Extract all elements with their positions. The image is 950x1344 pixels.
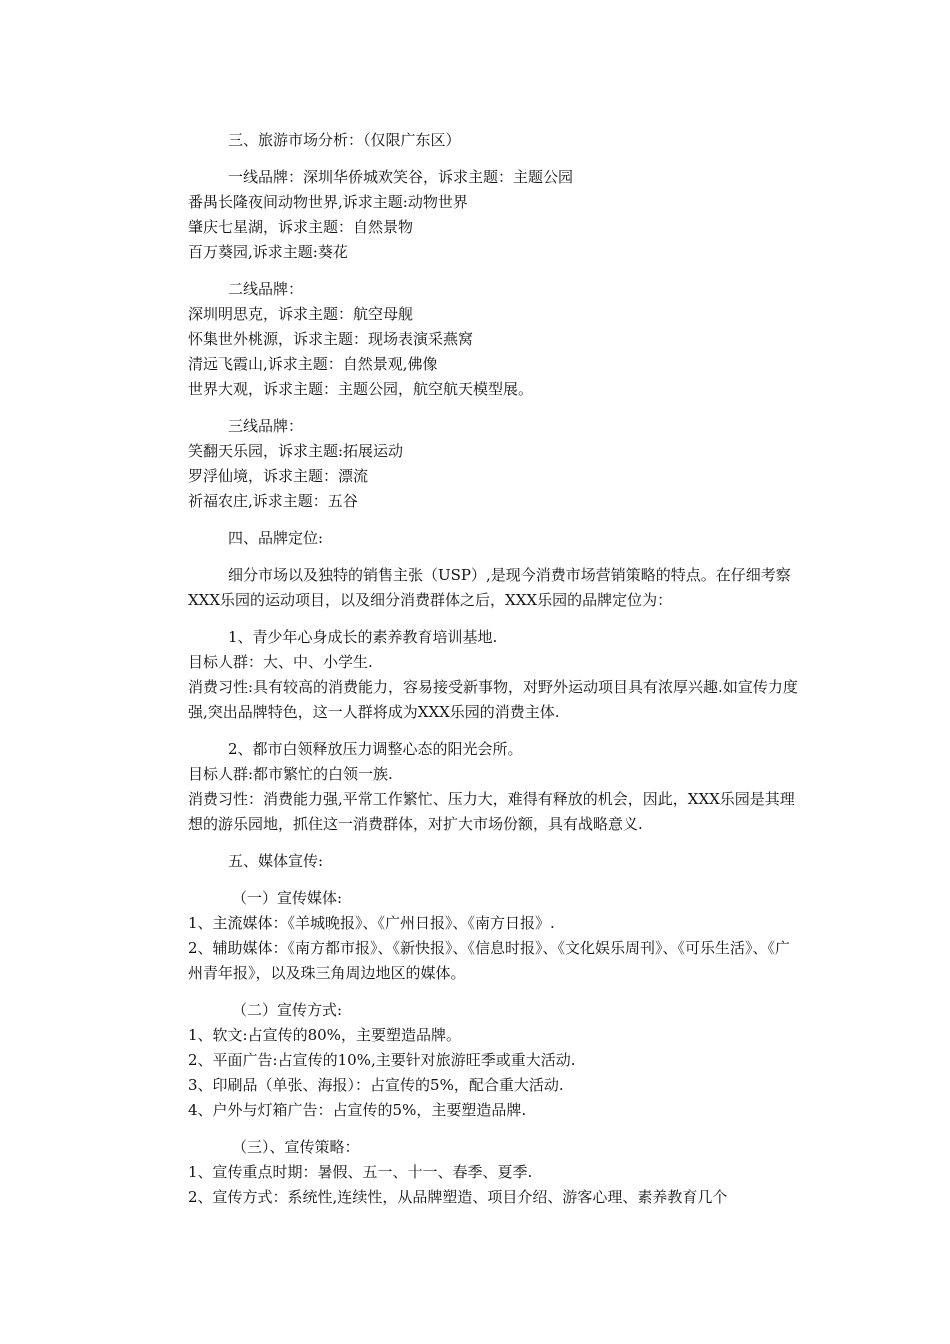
tier2-item: 世界大观，诉求主题：主题公园，航空航天模型展。 [188,380,534,398]
positioning-2-target: 目标人群:都市繁忙的白领一族. [188,765,393,783]
positioning-1-target: 目标人群：大、中、小学生. [188,653,373,671]
tier3-item: 罗浮仙境，诉求主题：漂流 [188,467,369,485]
heading-media-promotion: 五、媒体宣传: [228,852,324,870]
tier2-title: 二线品牌： [228,280,304,298]
positioning-1-habit: 消费习性:具有较高的消费能力，容易接受新事物，对野外运动项目具有浓厚兴趣.如宣传力度强,突出品牌特色，这一人群将成为XXX乐园的消费主体. [188,678,798,721]
media-outlets-title: （一）宣传媒体: [232,889,343,907]
tier3-item: 笑翻天乐园，诉求主题:拓展运动 [188,442,404,460]
media-method-item: 3、印刷品（单张、海报）：占宣传的5%，配合重大活动. [188,1076,564,1094]
tier1-item: 番禺长隆夜间动物世界,诉求主题:动物世界 [188,193,468,211]
tier2-item: 怀集世外桃源，诉求主题：现场表演采燕窝 [188,330,474,348]
media-method-item: 1、软文:占宣传的80%，主要塑造品牌。 [188,1026,461,1044]
tier1-item: 百万葵园,诉求主题:葵花 [188,243,348,261]
media-methods-title: （二）宣传方式: [232,1001,343,1019]
tier3-title: 三线品牌： [228,417,304,435]
positioning-intro: 细分市场以及独特的销售主张（USP）,是现今消费市场营销策略的特点。在仔细考察XXX乐园的运动项目，以及细分消费群体之后，XXX乐园的品牌定位为： [188,566,791,609]
tier3-item: 祈福农庄,诉求主题：五谷 [188,492,358,510]
media-outlet-item: 1、主流媒体：《羊城晚报》、《广州日报》、《南方日报》. [188,914,555,932]
media-method-item: 4、户外与灯箱广告：占宣传的5%，主要塑造品牌. [188,1101,527,1119]
heading-market-analysis: 三、旅游市场分析：（仅限广东区） [228,131,461,149]
media-strategy-title: （三）、宣传策略： [232,1138,360,1156]
media-method-item: 2、平面广告:占宣传的10%,主要针对旅游旺季或重大活动. [188,1051,576,1069]
heading-brand-positioning: 四、品牌定位: [228,529,324,547]
media-strategy-item: 2、宣传方式：系统性,连续性，从品牌塑造、项目介绍、游客心理、素养教育几个 [188,1188,728,1206]
tier1-title: 一线品牌：深圳华侨城欢笑谷，诉求主题：主题公园 [228,168,574,186]
media-outlet-item: 2、辅助媒体：《南方都市报》、《新快报》、《信息时报》、《文化娱乐周刊》、《可乐生活》、《广州青年报》，以及珠三角周边地区的媒体。 [188,939,791,982]
tier1-item: 肇庆七星湖，诉求主题：自然景物 [188,218,414,236]
positioning-1-title: 1、青少年心身成长的素养教育培训基地. [228,628,498,646]
tier2-item: 清远飞霞山,诉求主题：自然景观,佛像 [188,355,438,373]
tier2-item: 深圳明思克，诉求主题：航空母舰 [188,305,414,323]
positioning-2-habit: 消费习性：消费能力强,平常工作繁忙、压力大，难得有释放的机会，因此，XXX乐园是其理想的游乐园地，抓住这一消费群体，对扩大市场份额，具有战略意义. [188,790,795,833]
positioning-2-title: 2、都市白领释放压力调整心态的阳光会所。 [228,740,523,758]
document-page [188,128,800,1210]
media-strategy-item: 1、宣传重点时期：暑假、五一、十一、春季、夏季. [188,1163,533,1181]
